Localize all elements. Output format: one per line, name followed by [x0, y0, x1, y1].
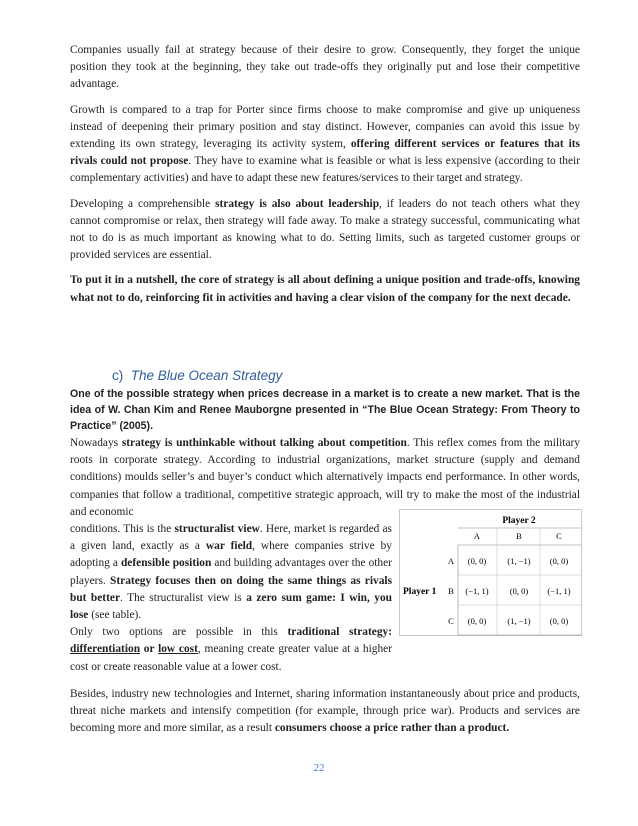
row-label-b: B — [448, 586, 454, 596]
text-run: , if leaders do not teach others what they cannot compromise or relax, then strategy will fade away. To make a strategy successful, communicating what not to do is as much important as knowing what to do. Setting limits, such as targeted customer groups or provided services are essential. — [70, 197, 581, 262]
text-run: . This reflex comes from the military roots in corporate strategy. According to industrial organizations, market structure (supply and demand conditions) moulds seller’s and buyer’s conduct which alternatively impacts end performance. In other words, companies that follow a traditional, competitive strategic approach, will try to make the most of the industrial and economic — [70, 437, 580, 518]
top-text — [70, 42, 580, 307]
text-run: (see table). — [88, 609, 142, 622]
bold-phrase: To put it in a nutshell, the core of strategy is all about defining a unique position and trade-offs, knowing what not to do, reinforcing fit in activities and having a clear vision of the company for the next decade. — [70, 274, 580, 304]
bold-phrase: differentiation — [70, 643, 141, 656]
bold-phrase: a zero sum game: I win, you lose — [70, 591, 393, 622]
text-run: and building advantages over the other players. — [70, 557, 392, 587]
paragraph-growth-trap — [70, 102, 580, 188]
row-label-c: C — [448, 616, 454, 626]
payoff-table — [399, 509, 582, 636]
page-number: 22 — [313, 762, 325, 774]
paragraph-traditional-strategy — [70, 624, 392, 676]
section-intro: One of the possible strategy when prices decrease in a market is to create a new market. That is the idea of W. Chan Kim and Renee Mauborgne presented in “The Blue Ocean Strategy: From Theory to Practice” (2005). — [70, 388, 580, 433]
cell-a-a: (0, 0) — [467, 556, 487, 566]
cell-a-c: (0, 0) — [549, 556, 569, 566]
section-heading — [70, 366, 580, 386]
cell-a-b: (1, −1) — [507, 556, 531, 566]
structuralist-text — [70, 521, 392, 676]
text-run: Nowadays — [70, 437, 122, 449]
bold-phrase: offering different services or features that its rivals could not propose — [70, 138, 580, 168]
paragraph-growth-failure — [70, 42, 580, 94]
col-player-label: Player 2 — [502, 516, 536, 526]
paragraph-leadership — [70, 196, 580, 265]
text-run: . The structuralist view is — [120, 591, 247, 604]
text-run: Besides, industry new technologies and Internet, sharing information instantaneously about price and products, threat niche markets and intensify competition (for example, through price war). Products and services are becoming more and more similar, as a result — [70, 688, 580, 735]
text-run: . They have to examine what is feasible or what is less expensive (according to their complementary activities) and have to adapt these new features/services to their target and strategy. — [70, 155, 581, 185]
row-player-label: Player 1 — [403, 587, 437, 597]
text-run: , meaning create greater value at a higher cost or create reasonable value at a lower cost. — [70, 643, 392, 673]
text-run: Companies usually fail at strategy because of their desire to grow. Consequently, they forget the unique position they took at the beginning, they take out trade-offs they originally put and lose their competitive advantage. — [70, 44, 580, 91]
cell-b-b: (0, 0) — [509, 586, 529, 596]
cell-b-a: (−1, 1) — [465, 586, 489, 596]
bold-phrase: consumers choose a price rather than a product. — [274, 722, 510, 735]
text-run: , where companies strive by adopting a — [70, 540, 392, 570]
cell-c-c: (0, 0) — [549, 616, 569, 626]
payoff-table-graphic — [399, 509, 582, 636]
paragraph-nutshell — [70, 272, 580, 306]
cell-b-c: (−1, 1) — [547, 586, 571, 596]
bold-phrase: strategy is also about leadership — [215, 197, 380, 210]
col-label-c: C — [556, 531, 562, 541]
cell-c-a: (0, 0) — [467, 616, 487, 626]
row-label-a: A — [447, 556, 455, 566]
section-blue-ocean — [70, 366, 580, 435]
bold-phrase: war field — [205, 540, 253, 553]
bold-phrase: or — [140, 643, 159, 656]
bold-phrase: strategy is unthinkable without talking about competition — [121, 437, 407, 449]
bold-phrase: defensible position — [120, 557, 212, 570]
bold-phrase: low cost — [158, 643, 198, 656]
col-label-a: A — [473, 531, 481, 541]
section-title: The Blue Ocean Strategy — [130, 368, 283, 383]
col-label-b: B — [516, 531, 522, 541]
section-letter: c) — [112, 368, 124, 383]
bold-phrase: traditional strategy: — [287, 626, 393, 639]
text-run: Growth is compared to a trap for Porter since firms choose to make compromise and give up uniqueness instead of deepening their primary position and stay distinct. However, companies can avoid this issue by extending its own strategy, leveraging its activity system, — [70, 103, 580, 151]
text-run: . Here, market is regarded as a given land, exactly as a — [70, 523, 392, 553]
text-run: conditions. This is the — [70, 523, 175, 535]
bottom-text — [70, 686, 580, 738]
paragraph-technology — [70, 686, 580, 738]
text-run: Developing a comprehensible — [70, 197, 216, 210]
cell-c-b: (1, −1) — [507, 616, 531, 626]
bold-phrase: structuralist view — [174, 523, 260, 535]
text-run: Only two options are possible in this — [70, 626, 288, 639]
bold-phrase: Strategy focuses then on doing the same things as rivals but better — [70, 574, 392, 604]
paragraph-structuralist — [70, 521, 392, 624]
